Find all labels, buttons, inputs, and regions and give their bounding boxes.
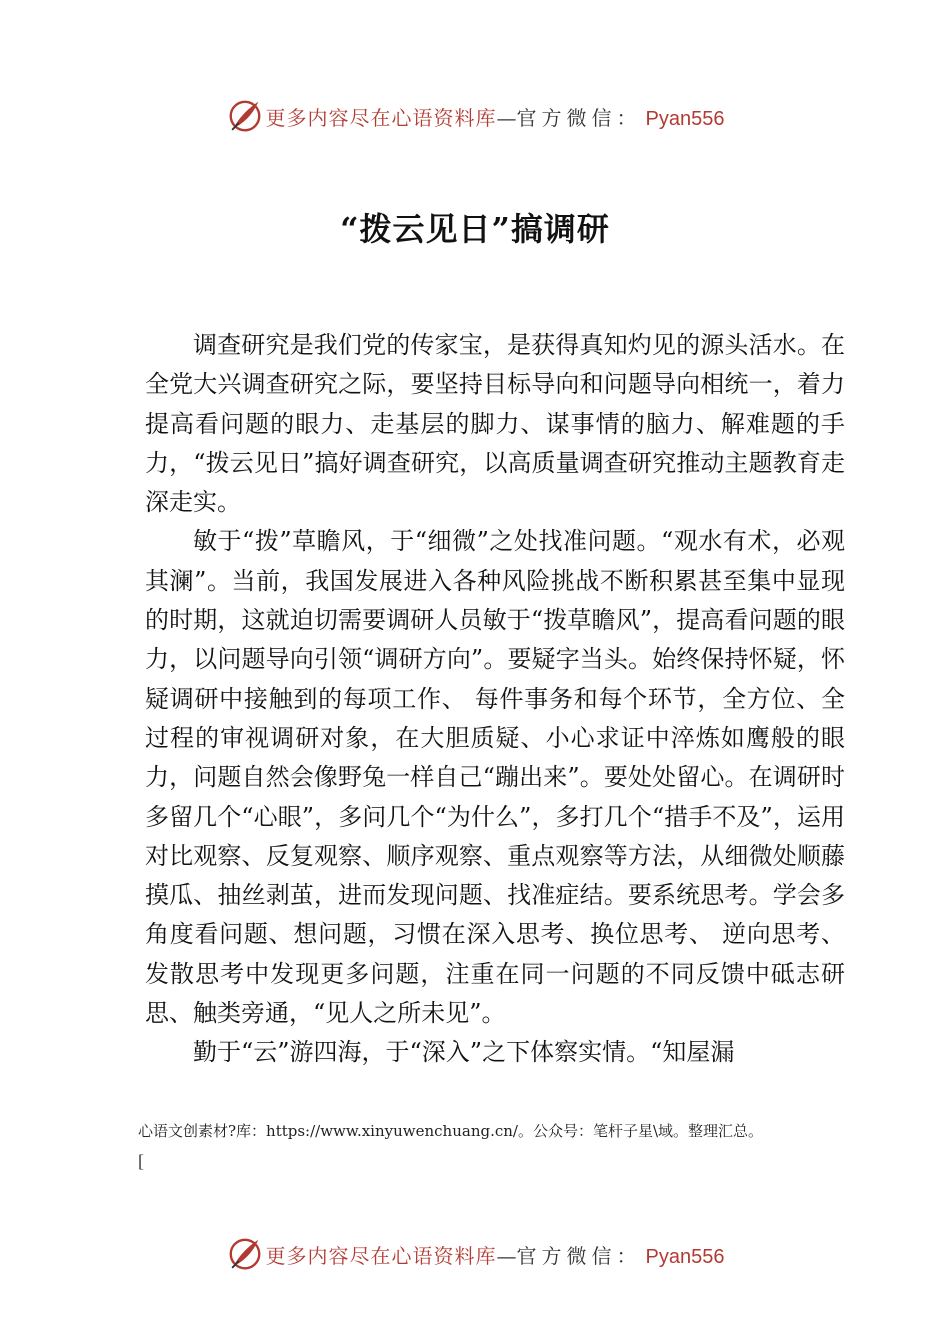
paragraph: 勤于“云”游四海，于“深入”之下体察实情。“知屋漏 xyxy=(193,1038,735,1067)
banner-main-text: 更多内容尽在心语资料库 xyxy=(265,105,497,130)
quill-pen-logo-icon xyxy=(226,97,264,135)
footer-source-note xyxy=(138,1116,858,1176)
banner-main-text: 更多内容尽在心语资料库 xyxy=(265,1243,497,1268)
header-banner[interactable] xyxy=(0,94,950,138)
footer-banner[interactable] xyxy=(0,1232,950,1276)
banner-wechat-id: Pyan556 xyxy=(645,107,725,130)
banner-wechat-label: 官方微信： xyxy=(516,1243,642,1268)
document-body xyxy=(145,326,845,1073)
paragraph: 敏于“拨”草瞻风，于“细微”之处找准问题。“观水有术，必观其澜”。当前，我国发展进入各种风险挑战不断积累甚至集中显现的时期，这就迫切需要调研人员敏于“拨草瞻风”，提高看问题的眼力，以问题导向引领“调研方向”。要疑字当头。始终保持怀疑，怀疑调研中接触到的每项工作、 每件事务和每个环节，全方位、全过程的审视调研对象，在大胆质疑、小心求证中淬炼如鹰般的眼力，问题自然会像野兔一样自己“蹦出来”。要处处留心。在调研时多留几个“心眼”，多问几个“为什么”，多打几个“措手不及”，运用对比观察、反复观察、顺序观察、重点观察等方法，从细微处顺藤摸瓜、抽丝剥茧，进而发现问题、找准症结。要系统思考。学会多角度看问题、想问题，习惯在深入思考、换位思考、 逆向思考、发散思考中发现更多问题，注重在同一问题的不同反馈中砥志研思、触类旁通，“见人之所未见”。 xyxy=(145,527,845,1028)
banner-wechat-id: Pyan556 xyxy=(645,1245,725,1268)
banner-separator: — xyxy=(496,105,517,130)
footer-note-text: 心语文创素材?库：https://www.xinyuwenchuang.cn/。公众号：笔杆子星\域。整理汇总。 xyxy=(138,1122,764,1140)
paragraph: 调查研究是我们党的传家宝，是获得真知灼见的源头活水。在全党大兴调查研究之际，要坚持目标导向和问题导向相统一，着力提高看问题的眼力、走基层的脚力、谋事情的脑力、解难题的手力，“拨云见日”搞好调查研究，以高质量调查研究推动主题教育走深走实。 xyxy=(145,331,845,517)
document-title: “拨云见日”搞调研 xyxy=(340,210,610,248)
banner-text xyxy=(266,102,725,131)
banner-text xyxy=(266,1240,725,1269)
banner-separator: — xyxy=(496,1243,517,1268)
quill-pen-logo-icon xyxy=(226,1235,264,1273)
footer-bracket: [ xyxy=(138,1151,144,1171)
banner-wechat-label: 官方微信： xyxy=(516,105,642,130)
